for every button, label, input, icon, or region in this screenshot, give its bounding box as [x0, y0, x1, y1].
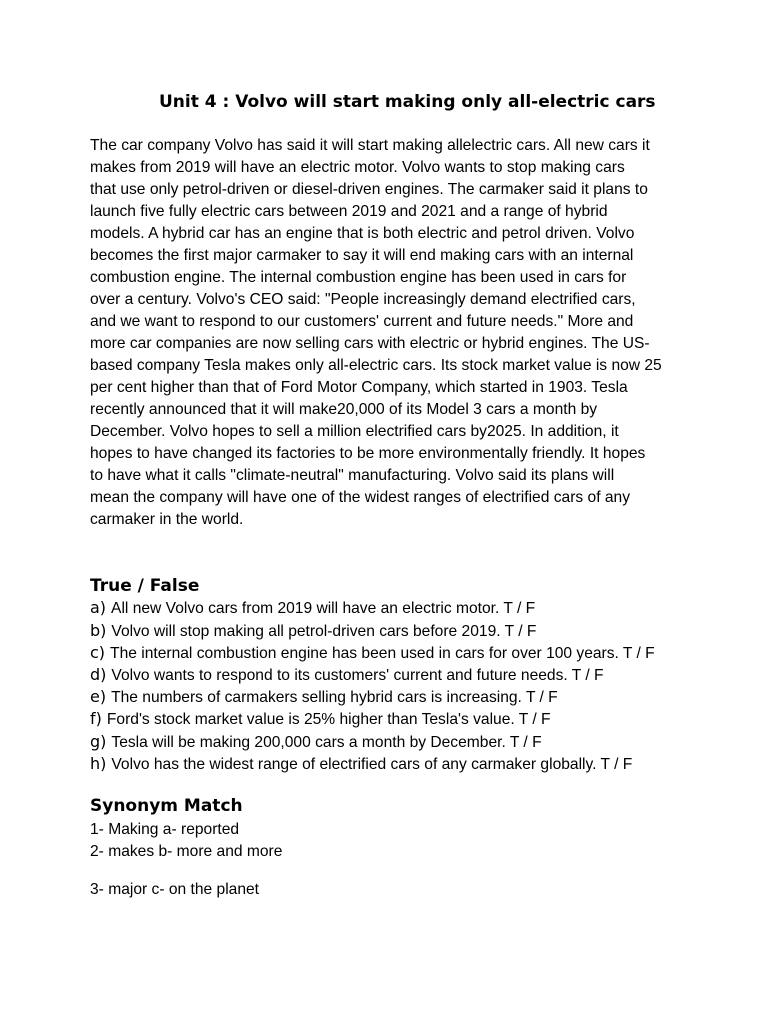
item-letter: c): [90, 643, 106, 662]
paragraph-line: recently announced that it will make20,000 of its Model 3 cars a month by: [90, 401, 598, 418]
true-false-item: [90, 686, 558, 709]
item-text: Volvo will stop making all petrol-driven cars before 2019. T / F: [111, 623, 537, 640]
paragraph-line: based company Tesla makes only all-electric cars. Its stock market value is now 25: [90, 357, 662, 374]
true-false-item: [90, 597, 535, 620]
paragraph-line: over a century. Volvo's CEO said: "People increasingly demand electrified cars,: [90, 291, 636, 308]
synonym-line: 2- makes b- more and more: [90, 843, 283, 860]
paragraph-line: models. A hybrid car has an engine that is both electric and petrol driven. Volvo: [90, 225, 635, 242]
paragraph-line: The car company Volvo has said it will start making allelectric cars. All new cars it: [90, 137, 650, 154]
true-false-heading: True / False: [90, 576, 200, 596]
item-text: All new Volvo cars from 2019 will have an electric motor. T / F: [111, 600, 536, 617]
true-false-item: [90, 620, 536, 643]
true-false-item: [90, 642, 655, 665]
paragraph-line: and we want to respond to our customers' current and future needs." More and: [90, 313, 634, 330]
paragraph-line: becomes the first major carmaker to say it will end making cars with an internal: [90, 247, 634, 264]
item-letter: b): [90, 621, 107, 640]
paragraph-line: December. Volvo hopes to sell a million electrified cars by2025. In addition, it: [90, 423, 619, 440]
item-letter: h): [90, 754, 107, 773]
true-false-item: [90, 664, 604, 687]
item-letter: g): [90, 732, 107, 751]
paragraph-line: mean the company will have one of the widest ranges of electrified cars of any: [90, 489, 631, 506]
paragraph-line: per cent higher than that of Ford Motor Company, which started in 1903. Tesla: [90, 379, 628, 396]
paragraph-line: more car companies are now selling cars with electric or hybrid engines. The US-: [90, 335, 650, 352]
item-text: The numbers of carmakers selling hybrid cars is increasing. T / F: [111, 689, 558, 706]
synonym-match-heading: Synonym Match: [90, 796, 243, 816]
paragraph-line: launch five fully electric cars between 2019 and 2021 and a range of hybrid: [90, 203, 608, 220]
page-title: Unit 4 : Volvo will start making only all-electric cars: [159, 92, 656, 112]
paragraph-line: combustion engine. The internal combustion engine has been used in cars for: [90, 269, 627, 286]
item-text: Tesla will be making 200,000 cars a month by December. T / F: [111, 734, 542, 751]
paragraph-line: hopes to have changed its factories to be more environmentally friendly. It hopes: [90, 445, 646, 462]
true-false-item: [90, 731, 542, 754]
item-text: Volvo wants to respond to its customers' current and future needs. T / F: [111, 667, 604, 684]
item-text: Ford's stock market value is 25% higher than Tesla's value. T / F: [106, 711, 551, 728]
true-false-item: [90, 753, 632, 776]
item-text: Volvo has the widest range of electrified cars of any carmaker globally. T / F: [111, 756, 633, 773]
item-letter: d): [90, 665, 107, 684]
paragraph-line: to have what it calls "climate-neutral" manufacturing. Volvo said its plans will: [90, 467, 615, 484]
true-false-item: [90, 708, 551, 731]
item-text: The internal combustion engine has been used in cars for over 100 years. T / F: [110, 645, 655, 662]
item-letter: a): [90, 598, 107, 617]
paragraph-line: that use only petrol-driven or diesel-driven engines. The carmaker said it plans to: [90, 181, 648, 198]
item-letter: f): [90, 709, 102, 728]
item-letter: e): [90, 687, 107, 706]
synonym-line: 1- Making a- reported: [90, 821, 240, 838]
paragraph-line: makes from 2019 will have an electric motor. Volvo wants to stop making cars: [90, 159, 625, 176]
paragraph-line: carmaker in the world.: [90, 511, 244, 528]
synonym-line: 3- major c- on the planet: [90, 881, 260, 898]
